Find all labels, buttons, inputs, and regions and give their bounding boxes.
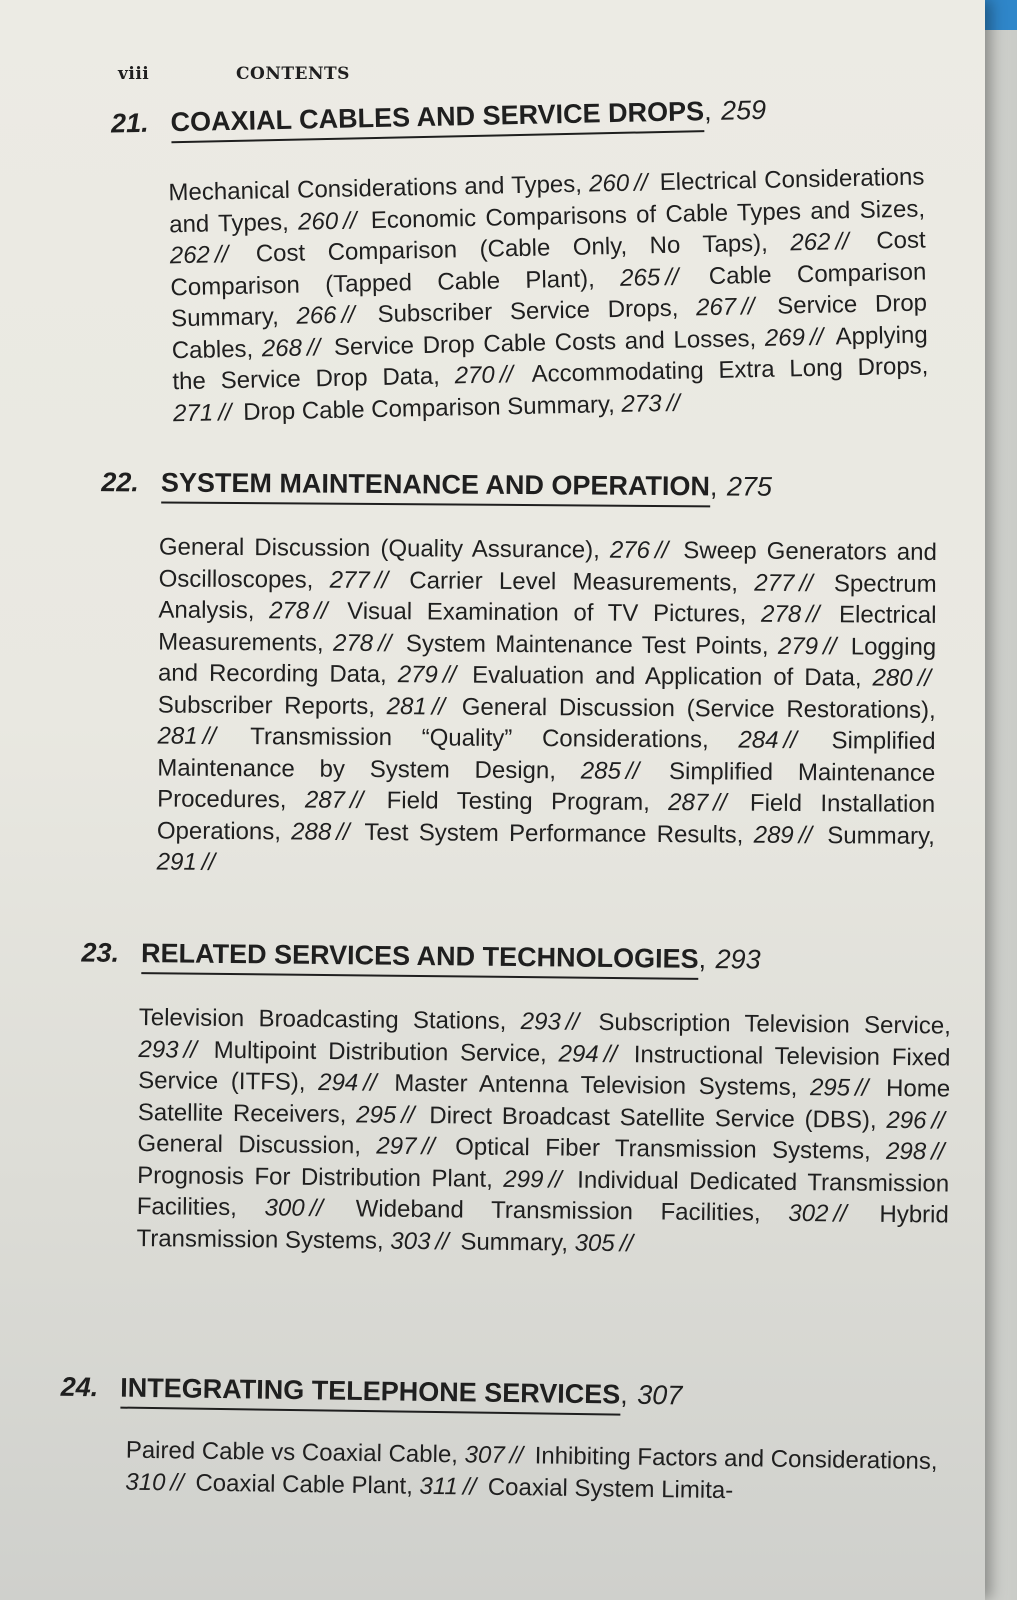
toc-entry: Cost Comparison (Cable Only, No Taps), 262 // [255, 228, 850, 268]
toc-entry: Electrical Considerations and Types, 260 // [168, 163, 925, 238]
chapter-title: COAXIAL CABLES AND SERVICE DROPS [170, 94, 704, 143]
toc-entry-page: 307 [464, 1441, 505, 1469]
toc-entry-page: 266 [296, 301, 337, 330]
toc-entry-text: Inhibiting Factors and Considerations [534, 1442, 932, 1475]
toc-entry: Evaluation and Application of Data, 280 // [472, 661, 932, 692]
entry-separator: // [341, 301, 356, 329]
toc-entry-text: General Discussion (Quality Assurance) [158, 533, 594, 564]
entry-separator: // [917, 664, 932, 692]
toc-entry: Spectrum Analysis, 278 // [158, 569, 937, 625]
toc-entry: Home Satellite Receivers, 295 // [137, 1074, 951, 1129]
toc-entry-page: 294 [318, 1068, 359, 1097]
toc-entry: General Discussion (Service Restorations), 281 // [157, 693, 936, 750]
toc-entry-page: 284 [738, 726, 779, 754]
toc-entry: Hybrid Transmission Systems, 303 // [136, 1200, 949, 1255]
toc-entry-text: Service Drop Cables [171, 289, 928, 364]
toc-entry-text: Cost Comparison (Cable Only, No Taps) [255, 229, 762, 268]
entry-separator: // [625, 757, 640, 785]
chapter-number: 24. [60, 1371, 99, 1403]
toc-entry-page: 297 [376, 1132, 417, 1160]
toc-entry-page: 291 [156, 848, 197, 876]
toc-entry-page: 273 [621, 389, 662, 418]
page-folio: viii [118, 64, 150, 84]
toc-entry-page: 299 [503, 1165, 544, 1193]
chapter-24 [59, 1370, 957, 1509]
toc-entry-page: 267 [695, 293, 737, 322]
toc-entry: Direct Broadcast Satellite Service (DBS), 296 // [429, 1101, 945, 1135]
toc-entry-page: 285 [580, 756, 621, 785]
entry-separator: // [363, 1069, 377, 1097]
toc-entry: Master Antenna Television Systems, 295 // [394, 1069, 869, 1102]
toc-entry-text: Sweep Generators and Oscilloscopes [158, 537, 937, 594]
toc-entry: Prognosis For Distribution Plant, 299 // [137, 1161, 562, 1193]
toc-entry-text: Economic Comparisons of Cable Types and Sizes [370, 195, 919, 234]
toc-entry: Accommodating Extra Long Drops, 271 // [172, 352, 929, 427]
toc-entry [488, 1473, 734, 1503]
toc-entry-text: Summary [827, 821, 929, 850]
entry-separator: // [499, 361, 514, 389]
toc-entry: Cable Comparison Summary, 266 // [170, 257, 927, 333]
toc-entry-text: Field Installation Operations [156, 789, 936, 845]
toc-entry-page: 300 [264, 1194, 305, 1222]
toc-entry-page: 262 [790, 228, 831, 257]
toc-entry: Summary, 305 // [460, 1227, 634, 1257]
toc-entry-text: Applying the Service Drop Data [172, 320, 928, 396]
toc-entry-text: Spectrum Analysis [158, 569, 937, 625]
toc-entry-page: 295 [809, 1074, 851, 1102]
toc-entry-text: Logging and Recording Data [157, 632, 937, 689]
chapter-entries [125, 1435, 956, 1510]
chapter-heading: 22. SYSTEM MAINTENANCE AND OPERATION, 275 [101, 465, 937, 509]
chapter-entries [136, 1002, 951, 1262]
toc-entry: Instructional Television Fixed Service (ITFS), 294 // [138, 1040, 951, 1097]
toc-entry-text: Television Broadcasting Stations [138, 1004, 500, 1035]
toc-entry: Coaxial Cable Plant, 311 // [195, 1469, 477, 1501]
toc-entry-page: 260 [588, 169, 630, 198]
toc-entry: Test System Performance Results, 289 // [364, 818, 813, 849]
toc-entry: Wideband Transmission Facilities, 302 // [355, 1195, 847, 1228]
entry-separator: // [509, 1442, 524, 1470]
toc-entry: Television Broadcasting Stations, 293 // [138, 1004, 580, 1036]
chapter-23 [78, 935, 951, 1262]
entry-separator: // [806, 601, 820, 629]
toc-entry-text: Hybrid Transmission Systems [136, 1200, 949, 1255]
toc-entry-page: 287 [304, 786, 346, 814]
toc-entry: General Discussion (Quality Assurance), 276 // [158, 533, 669, 565]
chapter-number: 22. [101, 467, 139, 498]
toc-entry-text: Multipoint Distribution Service [213, 1036, 541, 1067]
toc-entry-page: 276 [609, 536, 651, 564]
toc-entry-page: 278 [269, 597, 310, 625]
toc-entry-text: Electrical Measurements [158, 601, 937, 657]
toc-entry-text: Paired Cable vs Coaxial Cable [125, 1436, 452, 1469]
toc-entry-page: 293 [138, 1035, 179, 1063]
running-title: CONTENTS [236, 64, 350, 84]
entry-separator: // [431, 692, 446, 720]
toc-entry: Inhibiting Factors and Considerations, 310 // [125, 1442, 938, 1496]
chapter-page: 275 [726, 471, 773, 502]
chapter-entries [168, 162, 929, 430]
toc-entry-text: Home Satellite Receivers [137, 1074, 951, 1128]
entry-separator: // [633, 169, 648, 197]
entry-separator: // [799, 569, 813, 597]
toc-entry-text: Instructional Television Fixed Service (ITFS) [138, 1040, 951, 1096]
toc-entry-text: Evaluation and Application of Data [472, 661, 856, 692]
entry-separator: // [462, 1472, 477, 1501]
entry-separator: // [603, 1040, 618, 1068]
entry-separator: // [202, 722, 217, 750]
entry-separator: // [664, 263, 679, 291]
toc-entry: Service Drop Cable Costs and Losses, 269 // [333, 323, 824, 361]
toc-entry-text: Direct Broadcast Satellite Service (DBS) [429, 1101, 871, 1134]
toc-entry-text: Wideband Transmission Facilities [355, 1195, 755, 1227]
chapter-number: 21. [110, 107, 149, 139]
toc-entry: Cost Comparison (Tapped Cable Plant), 265 // [170, 226, 926, 301]
toc-entry-page: 293 [520, 1008, 561, 1036]
toc-entry: General Discussion, 297 // [137, 1130, 435, 1161]
toc-entry-text: General Discussion (Service Restorations) [461, 693, 930, 724]
entry-separator: // [435, 1227, 449, 1255]
entry-separator: // [666, 389, 681, 417]
toc-entry-text: Transmission “Quality” Considerations [250, 723, 703, 754]
toc-entry-text: Optical Fiber Transmission Systems [455, 1133, 865, 1165]
toc-entry-page: 310 [125, 1468, 166, 1496]
entry-separator: // [783, 726, 797, 754]
entry-separator: // [349, 786, 364, 814]
chapter-heading: 23. RELATED SERVICES AND TECHNOLOGIES, 293 [81, 935, 951, 982]
toc-entry-page: 268 [261, 334, 303, 362]
toc-entry-text: Cable Comparison Summary [170, 257, 927, 333]
toc-entry-text: Drop Cable Comparison Summary [242, 390, 609, 426]
toc-entry-page: 265 [619, 263, 661, 292]
entry-separator: // [654, 536, 669, 565]
toc-entry-text: General Discussion [137, 1130, 355, 1160]
toc-entry-page: 295 [356, 1100, 397, 1129]
toc-entry-text: Summary [460, 1227, 562, 1256]
toc-entry: Subscriber Service Drops, 267 // [377, 293, 755, 328]
entry-separator: // [306, 333, 321, 361]
toc-entry-text: Cost Comparison (Tapped Cable Plant) [170, 226, 926, 301]
toc-entry-page: 311 [419, 1472, 458, 1500]
toc-entry: Subscription Television Service, 293 // [138, 1008, 951, 1064]
toc-entry: Service Drop Cables, 268 // [171, 289, 928, 364]
chapter-title: SYSTEM MAINTENANCE AND OPERATION [161, 466, 710, 508]
toc-entry-text: Accommodating Extra Long Drops [531, 352, 922, 388]
toc-entry-text: Coaxial System Limita- [487, 1473, 734, 1504]
entry-separator: // [931, 1106, 945, 1135]
entry-separator: // [421, 1133, 435, 1161]
toc-entry-page: 288 [291, 817, 332, 846]
toc-entry: Carrier Level Measurements, 277 // [409, 566, 813, 597]
toc-entry-page: 303 [390, 1227, 431, 1255]
toc-entry: Optical Fiber Transmission Systems, 298 // [455, 1133, 945, 1166]
toc-entry-page: 278 [760, 600, 802, 628]
toc-entry-page: 279 [397, 661, 438, 689]
toc-entry-text: Coaxial Cable Plant [195, 1469, 407, 1500]
toc-entry: Drop Cable Comparison Summary, 273 // [242, 389, 681, 426]
toc-entry: Electrical Measurements, 278 // [158, 601, 937, 657]
chapter-21 [111, 90, 930, 431]
toc-entry-text: Test System Performance Results [364, 818, 737, 849]
toc-entry-page: 270 [454, 361, 495, 390]
chapter-page: 259 [720, 94, 767, 126]
entry-separator: // [930, 1138, 945, 1166]
running-header [118, 64, 350, 84]
toc-entry: Summary, 291 // [156, 821, 935, 876]
toc-entry-page: 289 [753, 821, 794, 849]
toc-entry-text: Mechanical Considerations and Types [168, 170, 576, 207]
toc-entry: Logging and Recording Data, 279 // [157, 632, 937, 689]
entry-separator: // [374, 566, 389, 594]
entry-separator: // [835, 228, 850, 256]
chapter-page: 307 [637, 1379, 683, 1411]
entry-separator: // [183, 1036, 198, 1064]
toc-entry-page: 287 [668, 789, 709, 817]
toc-entry-page: 281 [386, 692, 427, 720]
chapter-entries [157, 531, 937, 883]
entry-separator: // [442, 661, 457, 689]
toc-entry-text: Subscriber Reports [157, 690, 369, 720]
entry-separator: // [713, 789, 727, 817]
chapter-page: 293 [715, 944, 761, 975]
toc-entry: Mechanical Considerations and Types, 260 // [168, 169, 648, 207]
toc-entry-text: Electrical Considerations and Types [168, 163, 925, 238]
toc-entry-page: 296 [886, 1106, 927, 1134]
toc-entry: Sweep Generators and Oscilloscopes, 277 // [158, 537, 937, 594]
entry-separator: // [214, 241, 229, 269]
entry-separator: // [314, 597, 328, 625]
toc-entry: Field Testing Program, 287 // [386, 787, 727, 817]
entry-separator: // [309, 1194, 324, 1222]
entry-separator: // [401, 1101, 415, 1129]
entry-separator: // [822, 632, 837, 660]
toc-entry-page: 277 [329, 566, 370, 594]
toc-entry: Subscriber Reports, 281 // [157, 690, 446, 720]
entry-separator: // [336, 818, 350, 846]
toc-entry: System Maintenance Test Points, 279 // [405, 629, 837, 660]
chapter-heading: 21. COAXIAL CABLES AND SERVICE DROPS, 259 [111, 90, 924, 145]
toc-entry-text: Simplified Maintenance Procedures [157, 757, 936, 814]
entry-separator: // [377, 629, 392, 657]
toc-entry: Paired Cable vs Coaxial Cable, 307 // [125, 1436, 524, 1470]
entry-separator: // [619, 1229, 634, 1257]
entry-separator: // [740, 293, 755, 321]
toc-entry-text: Individual Dedicated Transmission Facilities [136, 1166, 950, 1222]
toc-entry-text: Carrier Level Measurements [409, 566, 732, 596]
entry-separator: // [201, 848, 216, 876]
toc-entry-page: 278 [332, 629, 374, 657]
toc-entry-text: Prognosis For Distribution Plant [137, 1161, 487, 1193]
toc-entry-text: Service Drop Cable Costs and Losses [333, 324, 750, 361]
toc-entry: Visual Examination of TV Pictures, 278 // [347, 597, 820, 629]
chapter-title: INTEGRATING TELEPHONE SERVICES [120, 1371, 621, 1416]
toc-entry-page: 305 [574, 1229, 615, 1257]
toc-entry-text: System Maintenance Test Points [405, 629, 762, 660]
chapter-22 [99, 465, 938, 883]
toc-entry-text: Field Testing Program [386, 787, 644, 816]
entry-separator: // [833, 1200, 847, 1228]
toc-entry-page: 262 [169, 241, 211, 270]
entry-separator: // [798, 821, 813, 849]
toc-entry-page: 277 [754, 569, 795, 597]
toc-entry-text: Subscriber Service Drops [377, 294, 673, 328]
toc-entry: Simplified Maintenance Procedures, 287 // [157, 757, 936, 814]
toc-entry: Field Installation Operations, 288 // [156, 789, 936, 846]
entry-separator: // [217, 398, 232, 426]
toc-entry: Simplified Maintenance by System Design, 285 // [157, 727, 936, 785]
toc-entry-text: Simplified Maintenance by System Design [157, 727, 936, 784]
entry-separator: // [342, 206, 357, 235]
toc-entry-page: 294 [558, 1039, 599, 1068]
entry-separator: // [809, 323, 824, 351]
chapter-title: RELATED SERVICES AND TECHNOLOGIES [141, 936, 699, 980]
entry-separator: // [170, 1468, 184, 1496]
entry-separator: // [548, 1165, 562, 1193]
toc-entry-page: 280 [872, 664, 913, 692]
entry-separator: // [565, 1008, 580, 1036]
toc-entry-page: 298 [885, 1137, 927, 1166]
chapter-heading: 24. INTEGRATING TELEPHONE SERVICES, 307 [60, 1370, 956, 1421]
toc-entry-page: 281 [157, 722, 198, 750]
toc-entry-text: Visual Examination of TV Pictures [347, 597, 740, 628]
toc-entry: Transmission “Quality” Considerations, 284 // [250, 723, 797, 754]
toc-entry-text: Subscription Television Service [598, 1008, 945, 1040]
toc-entry: Applying the Service Drop Data, 270 // [172, 320, 928, 396]
toc-entry-text: Master Antenna Television Systems [394, 1069, 791, 1101]
toc-entry: Multipoint Distribution Service, 294 // [213, 1036, 618, 1068]
chapter-number: 23. [81, 937, 120, 968]
toc-entry: Individual Dedicated Transmission Facilities, 300 // [136, 1166, 950, 1222]
toc-entry: Economic Comparisons of Cable Types and Sizes, 262 // [169, 195, 926, 270]
entry-separator: // [854, 1074, 869, 1102]
toc-entry-page: 271 [172, 398, 214, 427]
toc-entry-page: 260 [297, 207, 339, 236]
toc-entry-page: 279 [777, 632, 819, 660]
toc-entry-page: 269 [764, 323, 806, 352]
toc-entry-page: 302 [788, 1199, 829, 1228]
